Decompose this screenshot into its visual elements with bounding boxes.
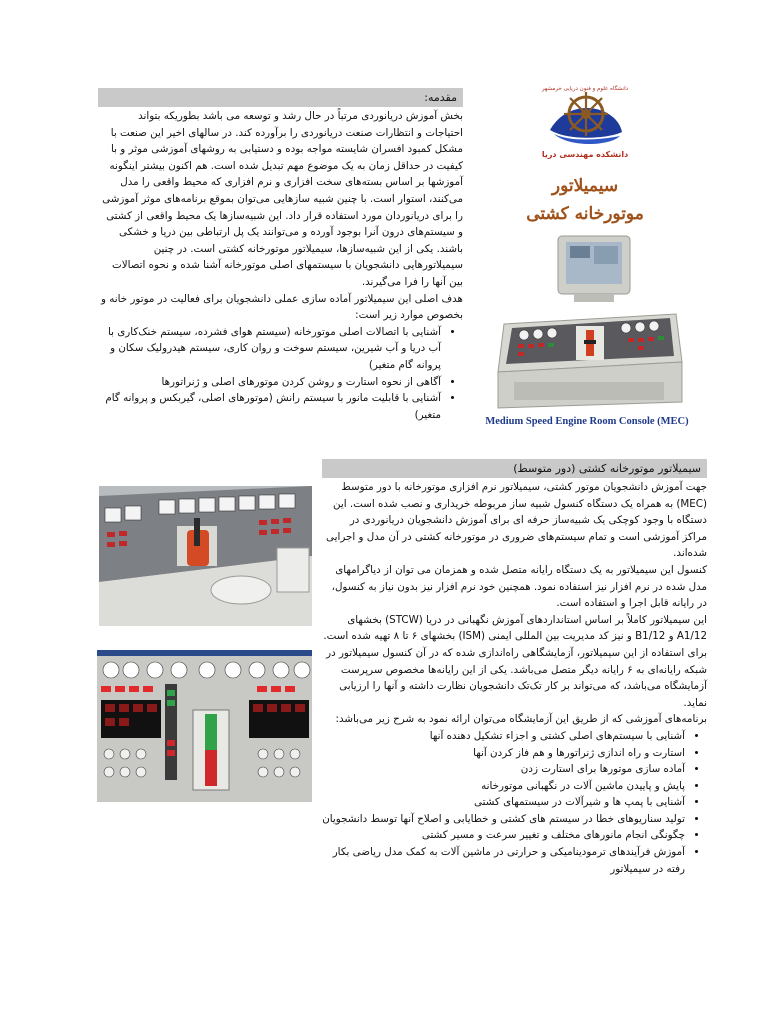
console-closeup-photo xyxy=(99,486,312,626)
mec-paragraph-5: برنامه‌های آموزشی که از طریق این آزمایشگاه می‌توان ارائه نمود به شرح زیر می‌باشد: xyxy=(335,713,707,726)
simulator-software-screenshot xyxy=(97,650,312,802)
logo-ring-text: دانشگاه علوم و فنون دریایی خرمشهر xyxy=(541,86,629,92)
list-item: • پایش و پاییدن ماشین آلات در نگهبانی موتورخانه xyxy=(322,778,685,795)
list-item: • آماده سازی موتورها برای استارت زدن xyxy=(322,761,685,778)
intro-header-text: مقدمه: xyxy=(424,91,457,104)
mec-paragraph-1: جهت آموزش دانشجویان موتور کشتی، سیمیلاتور نرم افزاری موتورخانه با دور متوسط (MEC) به همراه یک دستگاه کنسول شبیه ساز مربوطه خریداری و نصب شده است. این دستگاه با وجود کوچکی یک شبیه‌ساز حرفه ای برای آموزش دانشجویان دریانوردی در مراکز آموزشی است و تمام سیستم‌های ضروری در موتورخانه کشتی در آن مدل و اجرایی شده‌اند. xyxy=(326,481,707,560)
mec-body xyxy=(322,479,707,877)
console-caption: Medium Speed Engine Room Console (MEC) xyxy=(485,416,689,427)
list-item: • آشنایی با سیستم‌های اصلی کشتی و اجزاء تشکیل دهنده آنها xyxy=(322,728,685,745)
mec-paragraph-3: این سیمیلاتور کاملاً بر اساس استانداردهای آموزش نگهبانی در دریا (STCW) بخشهای A1/12 و B1/12 و نیز کد مدیریت بین المللی ایمنی (ISM) بخشهای ۶ تا ۸ تهیه شده است. xyxy=(323,613,707,643)
mec-bullet-list xyxy=(322,728,707,877)
list-item: • آشنایی با اتصالات اصلی موتورخانه (سیستم هوای فشرده، سیستم خنک‌کاری با آب دریا و آب شیرین، سیستم سوخت و روان کاری، سیستم هیدرولیک سکان و پروانه گام متغیر) xyxy=(98,324,441,374)
mec-paragraph-2: کنسول این سیمیلاتور به یک دستگاه رایانه متصل شده و همزمان می توان از دیاگرامهای مدل شده در نرم افزار نیز استفاده نمود. همچنین خود نرم افزار نیز بدون نیاز به کنسول، در رایانه قابل اجرا و استفاده است. xyxy=(331,563,707,610)
list-item: • تولید سناریوهای خطا در سیستم های کشتی و خطایابی و اصلاح آنها توسط دانشجویان xyxy=(322,811,685,828)
mec-paragraph-4: برای استفاده از این سیمیلاتور، آزمایشگاهی راه‌اندازی شده که در آن کنسول سیمیلاتور در شبکه رایانه‌ای به ۶ رایانه دیگر متصل می‌باشد. یکی از این رایانه‌ها مخصوص سرپرست آزمایشگاه می‌باشد، که می‌تواند بر کار تک‌تک دانشجویان نظارت داشته و آنها را ارزیابی نماید. xyxy=(326,646,707,709)
list-item: • استارت و راه اندازی ژنراتورها و هم فاز کردن آنها xyxy=(322,745,685,762)
intro-bullet-list xyxy=(98,324,463,424)
engine-console-photo xyxy=(494,232,686,412)
mec-header xyxy=(322,459,707,478)
list-item: • آگاهی از نحوه استارت و روشن کردن موتورهای اصلی و ژنراتورها xyxy=(98,374,441,391)
list-item: • آشنایی با پمپ ها و شیرآلات در سیستمهای کشتی xyxy=(322,794,685,811)
list-item: • آموزش فرآیندهای ترمودینامیکی و حرارتی در ماشین آلات به کمک مدل ریاضی بکار رفته در سیمیلاتور xyxy=(322,844,685,877)
intro-goal: هدف اصلی این سیمیلاتور آماده سازی عملی دانشجویان برای فعالیت در موتور خانه و بخصوص موارد زیر است: xyxy=(101,292,463,322)
page-title-line2: موتورخانه کشتی xyxy=(526,204,644,224)
list-item: • چگونگی انجام مانورهای مختلف و تغییر سرعت و مسیر کشتی xyxy=(322,827,685,844)
list-item: • آشنایی با قابلیت مانور با سیستم رانش (موتورهای اصلی، گیربکس و پروانه گام متغیر) xyxy=(98,390,441,423)
page-title-line1: سیمیلاتور xyxy=(551,176,619,196)
logo-subtitle: دانشکده مهندسی دریا xyxy=(541,150,629,159)
intro-paragraph: بخش آموزش دریانوردی مرتباً در حال رشد و توسعه می باشد بطوریکه بتواند احتیاجات و انتظارات صنعت دریانوردی را برآورده کند. در سالهای اخیر این صنعت با مشکل کمبود افسران شایسته مواجه بوده و دستیابی به روشهای آموزشی موثر و با کیفیت در حداقل زمان به یک موضوع مهم تبدیل شده است. هم اکنون بیشتر اینگونه آموزشها بر اساس بسته‌های سخت افزاری و نرم افزاری که محیط واقعی را مدل می‌کنند، استوار است. با چنین شبیه سازهایی می‌توان بموقع برنامه‌های موثر آموزشی را برای دریانوردان مورد استفاده قرار داد. این شبیه‌سازها یک محیط واقعی از کشتی و سیستم‌های درون آنرا بوجود آورده و می‌توانند یک پل ارتباطی بین دریا و خشکی باشند. یکی از این شبیه‌سازها، سیمیلاتور موتورخانه کشتی است. در چنین سیمیلاتورهایی دانشجویان با سیستمهای اصلی موتورخانه آشنا شده و نحوه اتصالات بین آنها را فرا می‌گیرند. xyxy=(102,110,463,288)
university-logo xyxy=(540,82,630,164)
mec-header-text: سیمیلاتور موتورخانه کشتی (دور متوسط) xyxy=(513,462,701,475)
intro-body xyxy=(98,108,463,423)
intro-header xyxy=(98,88,463,107)
